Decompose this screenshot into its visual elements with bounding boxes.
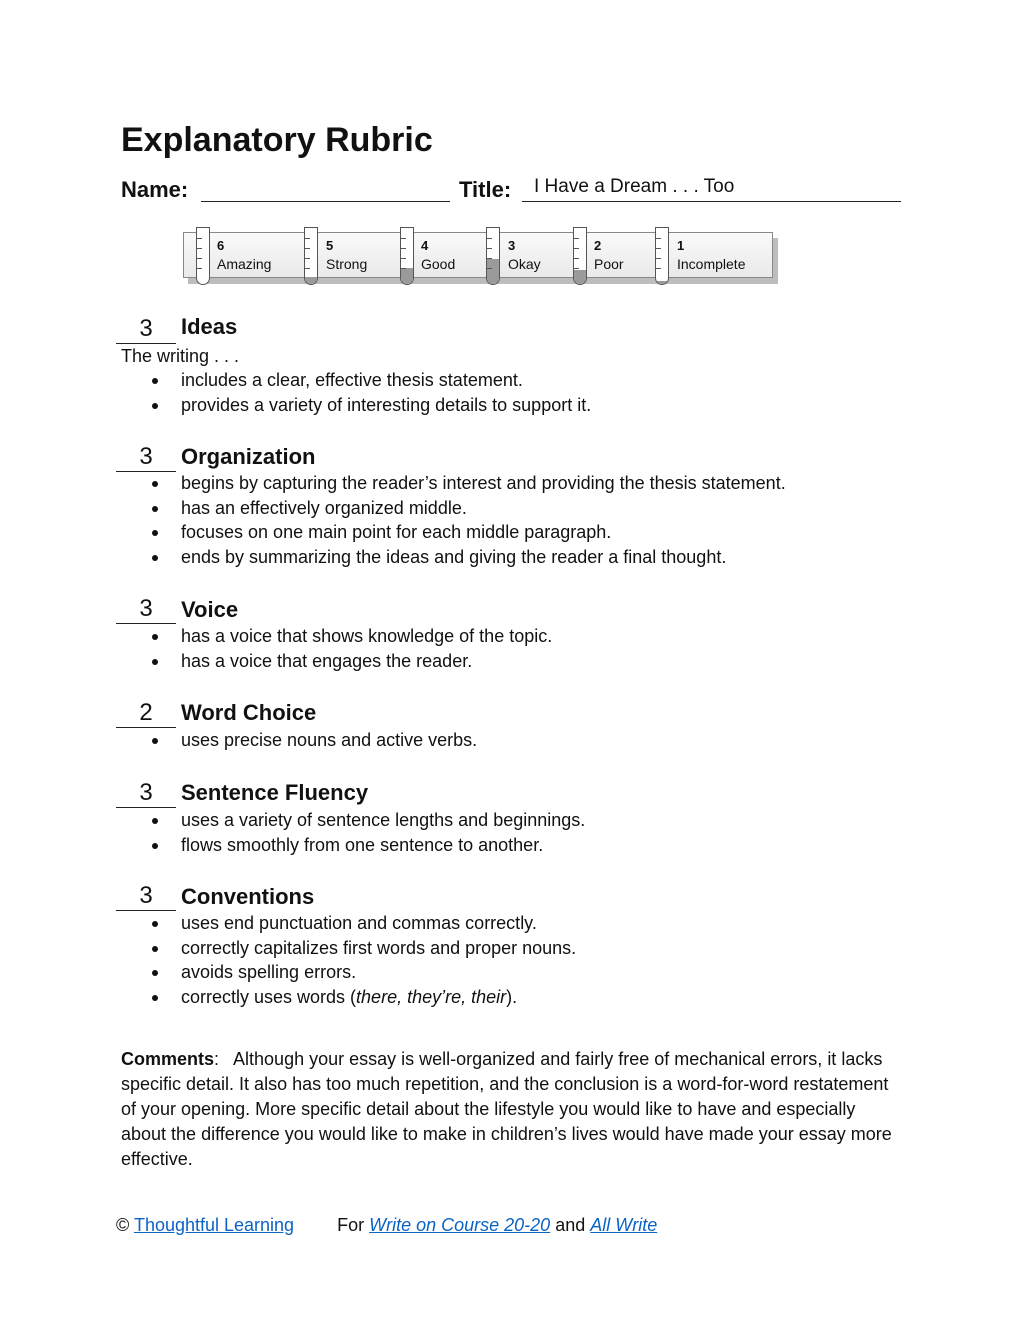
scale-num-4: 4 xyxy=(421,238,429,253)
bullets-organization xyxy=(146,471,786,569)
heading-word-choice: Word Choice xyxy=(181,700,317,725)
heading-voice: Voice xyxy=(181,597,239,622)
page-title: Explanatory Rubric xyxy=(121,121,433,159)
name-field-line[interactable] xyxy=(201,201,450,202)
list-item: has a voice that engages the reader. xyxy=(146,649,552,674)
title-value: I Have a Dream . . . Too xyxy=(534,176,735,197)
scale-word-3: Okay xyxy=(508,256,541,272)
list-item: avoids spelling errors. xyxy=(146,960,576,985)
footer xyxy=(116,1213,657,1237)
scale-tube-2 xyxy=(573,227,587,285)
score-ideas[interactable]: 3 xyxy=(116,315,176,344)
list-item: focuses on one main point for each middle paragraph. xyxy=(146,520,786,545)
score-voice[interactable]: 3 xyxy=(116,595,176,624)
list-item: includes a clear, effective thesis statement. xyxy=(146,368,591,393)
for-text: For xyxy=(337,1215,365,1235)
copyright-symbol: © xyxy=(116,1215,130,1235)
list-item: ends by summarizing the ideas and giving the reader a final thought. xyxy=(146,545,786,570)
score-organization[interactable]: 3 xyxy=(116,443,176,472)
scale-num-5: 5 xyxy=(326,238,334,253)
list-item: has an effectively organized middle. xyxy=(146,496,786,521)
list-item: uses end punctuation and commas correctly. xyxy=(146,911,576,936)
and-text: and xyxy=(555,1215,586,1235)
score-word-choice[interactable]: 2 xyxy=(116,699,176,728)
score-sentence-fluency[interactable]: 3 xyxy=(116,779,176,808)
scale-num-3: 3 xyxy=(508,238,516,253)
scale-word-4: Good xyxy=(421,256,456,272)
write-on-course-link[interactable]: Write on Course 20-20 xyxy=(369,1215,551,1235)
thoughtful-learning-link[interactable]: Thoughtful Learning xyxy=(133,1215,295,1235)
scale-tube-4 xyxy=(400,227,414,285)
list-item: uses a variety of sentence lengths and beginnings. xyxy=(146,808,585,833)
scale-num-6: 6 xyxy=(217,238,225,253)
scale-tube-6 xyxy=(196,227,210,285)
list-item: has a voice that shows knowledge of the topic. xyxy=(146,624,552,649)
name-label: Name: xyxy=(121,177,189,202)
scale-tube-5 xyxy=(304,227,318,285)
scale-num-1: 1 xyxy=(677,238,685,253)
scale-num-2: 2 xyxy=(594,238,602,253)
list-item: flows smoothly from one sentence to another. xyxy=(146,833,585,858)
heading-sentence-fluency: Sentence Fluency xyxy=(181,780,369,805)
bullets-word-choice xyxy=(146,728,477,753)
list-item: provides a variety of interesting details to support it. xyxy=(146,393,591,418)
title-label: Title: xyxy=(459,177,512,202)
list-item: correctly capitalizes first words and proper nouns. xyxy=(146,936,576,961)
heading-ideas: Ideas xyxy=(181,314,238,339)
scale-tube-3 xyxy=(486,227,500,285)
score-conventions[interactable]: 3 xyxy=(116,882,176,911)
scale-word-5: Strong xyxy=(326,256,368,272)
intro-text: The writing . . . xyxy=(121,346,240,366)
heading-organization: Organization xyxy=(181,444,316,469)
comments-separator: : xyxy=(214,1049,234,1069)
scale-tube-1 xyxy=(655,227,669,285)
scale-word-1: Incomplete xyxy=(677,256,746,272)
comments xyxy=(121,1047,901,1172)
list-item: uses precise nouns and active verbs. xyxy=(146,728,477,753)
title-field-line[interactable] xyxy=(522,201,901,202)
word-usage-pre: correctly uses words ( xyxy=(181,986,357,1007)
bullets-conventions xyxy=(146,911,576,1009)
list-item: begins by capturing the reader’s interest and providing the thesis statement. xyxy=(146,471,786,496)
bullets-voice xyxy=(146,624,552,673)
comments-text: Although your essay is well-organized and fairly free of mechanical errors, it lacks specific detail. It also has too much repetition, and the conclusion is a word-for-word restatement of your opening. More specific detail about the lifestyle you would like to have and especially about the difference you would like to make in children’s lives would have made your essay more effective. xyxy=(121,1049,892,1169)
heading-conventions: Conventions xyxy=(181,884,315,909)
list-item xyxy=(146,985,576,1010)
bullets-sentence-fluency xyxy=(146,808,585,857)
scale-word-2: Poor xyxy=(594,256,624,272)
all-write-link[interactable]: All Write xyxy=(590,1215,658,1235)
comments-label: Comments xyxy=(121,1049,215,1069)
scale-word-6: Amazing xyxy=(217,256,272,272)
word-usage-examples: there, they’re, their xyxy=(356,986,507,1007)
bullets-ideas xyxy=(146,368,591,417)
rating-scale xyxy=(183,232,773,278)
word-usage-post: ). xyxy=(506,986,518,1007)
